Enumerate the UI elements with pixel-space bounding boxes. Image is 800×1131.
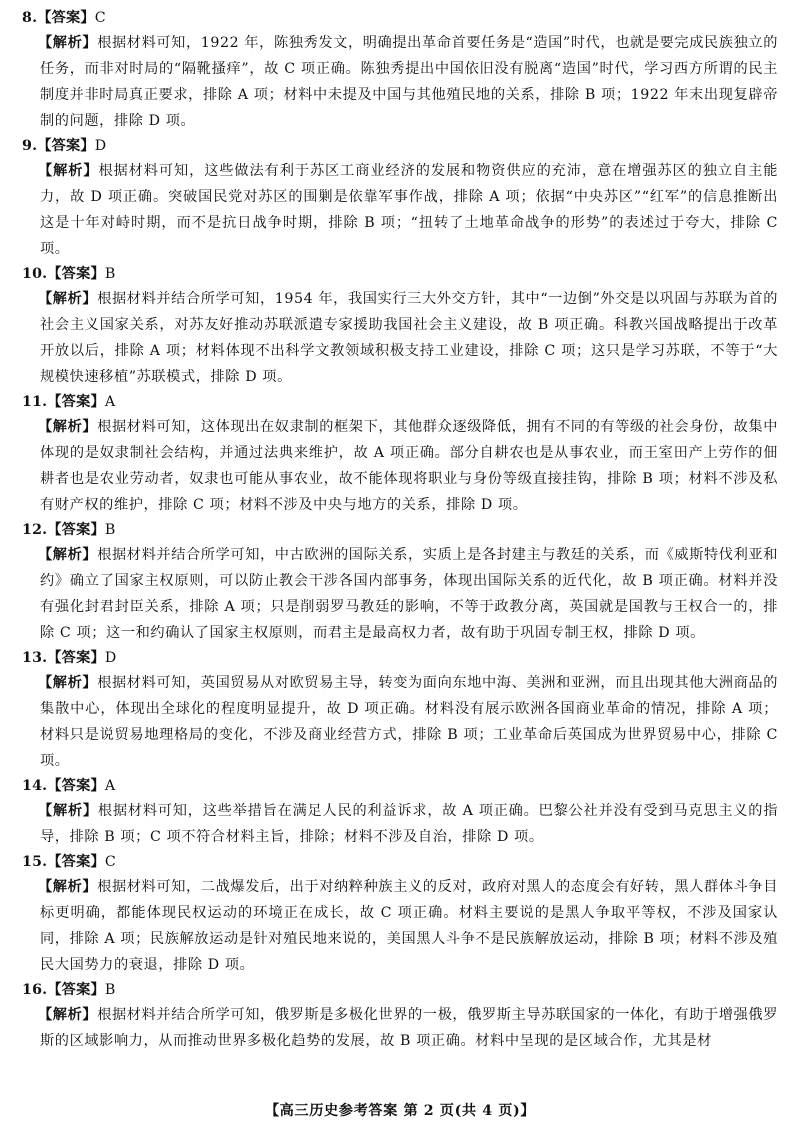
- answer-item: [22, 978, 778, 1054]
- question-number: 16.: [22, 982, 48, 998]
- explanation-text: 根据材料可知，这体现出在奴隶制的框架下，其他群众逐级降低，拥有不同的有等级的社会身份，故集中体现的是奴隶制社会结构，并通过法典来维护，故 A 项正确。部分自耕农也是从事农业，而王室田产上劳作的佃耕者也是农业劳动者，奴隶也可能从事农业，故不能体现将职业与身份等级直接挂钩，排除 B 项；材料不涉及私有财产权的维护，排除 C 项；材料不涉及中央与地方的关系，排除 D 项。: [40, 419, 778, 513]
- explanation-text: 根据材料并结合所学可知，中古欧洲的国际关系，实质上是各封建主与教廷的关系，而《威斯特伐利亚和约》确立了国家主权原则，可以防止教会干涉各国内部事务，体现出国际关系的近代化，故 B 项正确。材料并没有强化封君封臣关系，排除 A 项；只是削弱罗马教廷的影响，不等于政教分离，英国就是国教与王权合一的，排除 C 项；这一和约确认了国家主权原则，而君主是最高权力者，故有助于巩固专制王权，排除 D 项。: [40, 547, 778, 641]
- answer-line: [22, 646, 778, 670]
- explanation-tag: 【解析】: [38, 35, 98, 51]
- answer-value: A: [104, 778, 116, 794]
- answer-tag: 【答案】: [37, 138, 95, 154]
- answer-line: [22, 262, 778, 286]
- explanation: [22, 158, 778, 262]
- explanation-text: 根据材料并结合所学可知，1954 年，我国实行三大外交方针，其中“一边倒”外交是以巩固与苏联为首的社会主义国家关系，对苏友好推动苏联派遣专家援助我国社会主义建设，故 B 项正确。科教兴国战略提出于改革开放以后，排除 A 项；材料体现不出科学文教领域积极支持工业建设，排除 C 项；这只是学习苏联，不等于“大规模快速移植”苏联模式，排除 D 项。: [40, 291, 778, 385]
- explanation-text: 根据材料可知，这些举措旨在满足人民的利益诉求，故 A 项正确。巴黎公社并没有受到马克思主义的指导，排除 B 项；C 项不符合材料主旨，排除；材料不涉及自治，排除 D 项。: [40, 803, 779, 845]
- answer-line: [22, 850, 778, 874]
- answer-line: [22, 518, 778, 542]
- answer-tag: 【答案】: [47, 854, 105, 870]
- answer-page: [22, 6, 778, 1054]
- question-number: 13.: [22, 650, 48, 666]
- answer-value: C: [104, 854, 116, 870]
- question-number: 12.: [22, 522, 48, 538]
- explanation: [22, 874, 778, 978]
- answer-tag: 【答案】: [47, 778, 105, 794]
- explanation: [22, 542, 778, 646]
- question-number: 8.: [22, 10, 38, 26]
- answer-item: [22, 390, 778, 518]
- answer-line: [22, 774, 778, 798]
- answer-tag: 【答案】: [37, 10, 95, 26]
- explanation-tag: 【解析】: [38, 803, 98, 819]
- answer-item: [22, 518, 778, 646]
- explanation-tag: 【解析】: [38, 547, 98, 563]
- explanation-text: 根据材料可知，1922 年，陈独秀发文，明确提出革命首要任务是“造国”时代，也就是要完成民族独立的任务，而非对时局的“隔靴搔痒”，故 C 项正确。陈独秀提出中国依旧没有脱离“造国”时代，学习西方所谓的民主制度并非时局真正要求，排除 A 项；材料中未提及中国与其他殖民地的关系，排除 B 项；1922 年末出现复辟帝制的问题，排除 D 项。: [40, 35, 778, 129]
- explanation-text: 根据材料并结合所学可知，俄罗斯是多极化世界的一极，俄罗斯主导苏联国家的一体化，有助于增强俄罗斯的区域影响力，从而推动世界多极化趋势的发展，故 B 项正确。材料中呈现的是区域合作，尤其是材: [40, 1007, 778, 1049]
- explanation-text: 根据材料可知，二战爆发后，出于对纳粹种族主义的反对，政府对黑人的态度会有好转，黑人群体斗争目标更明确，都能体现民权运动的环境正在成长，故 C 项正确。材料主要说的是黑人争取平等权，不涉及国家认同，排除 A 项；民族解放运动是针对殖民地来说的，美国黑人斗争不是民族解放运动，排除 B 项；材料不涉及殖民大国势力的衰退，排除 D 项。: [40, 879, 778, 973]
- answer-value: D: [104, 650, 117, 666]
- explanation: [22, 414, 778, 518]
- answer-value: C: [94, 10, 106, 26]
- answer-item: [22, 6, 778, 134]
- answer-tag: 【答案】: [47, 982, 105, 998]
- explanation: [22, 30, 778, 134]
- explanation-tag: 【解析】: [38, 1007, 98, 1023]
- explanation: [22, 798, 778, 850]
- answer-line: [22, 978, 778, 1002]
- explanation-text: 根据材料可知，英国贸易从对欧贸易主导，转变为面向东地中海、美洲和亚洲，而且出现其他大洲商品的集散中心，体现出全球化的程度明显提升，故 D 项正确。材料没有展示欧洲各国商业革命的情况，排除 A 项；材料只是说贸易地理格局的变化，不涉及商业经营方式，排除 B 项；工业革命后英国成为世界贸易中心，排除 C 项。: [40, 675, 778, 769]
- answer-value: B: [104, 522, 116, 538]
- answer-value: B: [104, 266, 116, 282]
- explanation-tag: 【解析】: [38, 419, 98, 435]
- answer-item: [22, 774, 778, 850]
- question-number: 15.: [22, 854, 48, 870]
- explanation: [22, 670, 778, 774]
- page-footer: 【高三历史参考答案 第 2 页(共 4 页)】: [264, 1103, 536, 1119]
- explanation-tag: 【解析】: [38, 163, 99, 179]
- explanation-text: 根据材料可知，这些做法有利于苏区工商业经济的发展和物资供应的充沛，意在增强苏区的独立自主能力，故 D 项正确。突破国民党对苏区的围剿是依靠军事作战，排除 A 项；依据“中央苏区”“红军”的信息推断出这是十年对峙时期，而不是抗日战争时期，排除 B 项；“扭转了土地革命战争的形势”的表述过于夸大，排除 C 项。: [40, 163, 778, 257]
- question-number: 9.: [22, 138, 38, 154]
- answer-tag: 【答案】: [47, 266, 105, 282]
- answer-item: [22, 134, 778, 262]
- answer-list: [22, 6, 778, 1054]
- answer-item: [22, 850, 778, 978]
- answer-value: A: [104, 394, 116, 410]
- answer-tag: 【答案】: [47, 522, 105, 538]
- question-number: 14.: [22, 778, 48, 794]
- answer-item: [22, 262, 778, 390]
- answer-tag: 【答案】: [47, 394, 105, 410]
- answer-tag: 【答案】: [47, 650, 105, 666]
- explanation-tag: 【解析】: [38, 291, 98, 307]
- answer-line: [22, 390, 778, 414]
- question-number: 10.: [22, 266, 48, 282]
- question-number: 11.: [22, 394, 48, 410]
- explanation-tag: 【解析】: [38, 879, 98, 895]
- explanation-tag: 【解析】: [38, 675, 98, 691]
- answer-item: [22, 646, 778, 774]
- answer-line: [22, 6, 778, 30]
- answer-line: [22, 134, 778, 158]
- explanation: [22, 1002, 778, 1054]
- answer-value: B: [104, 982, 116, 998]
- explanation: [22, 286, 778, 390]
- answer-value: D: [94, 138, 107, 154]
